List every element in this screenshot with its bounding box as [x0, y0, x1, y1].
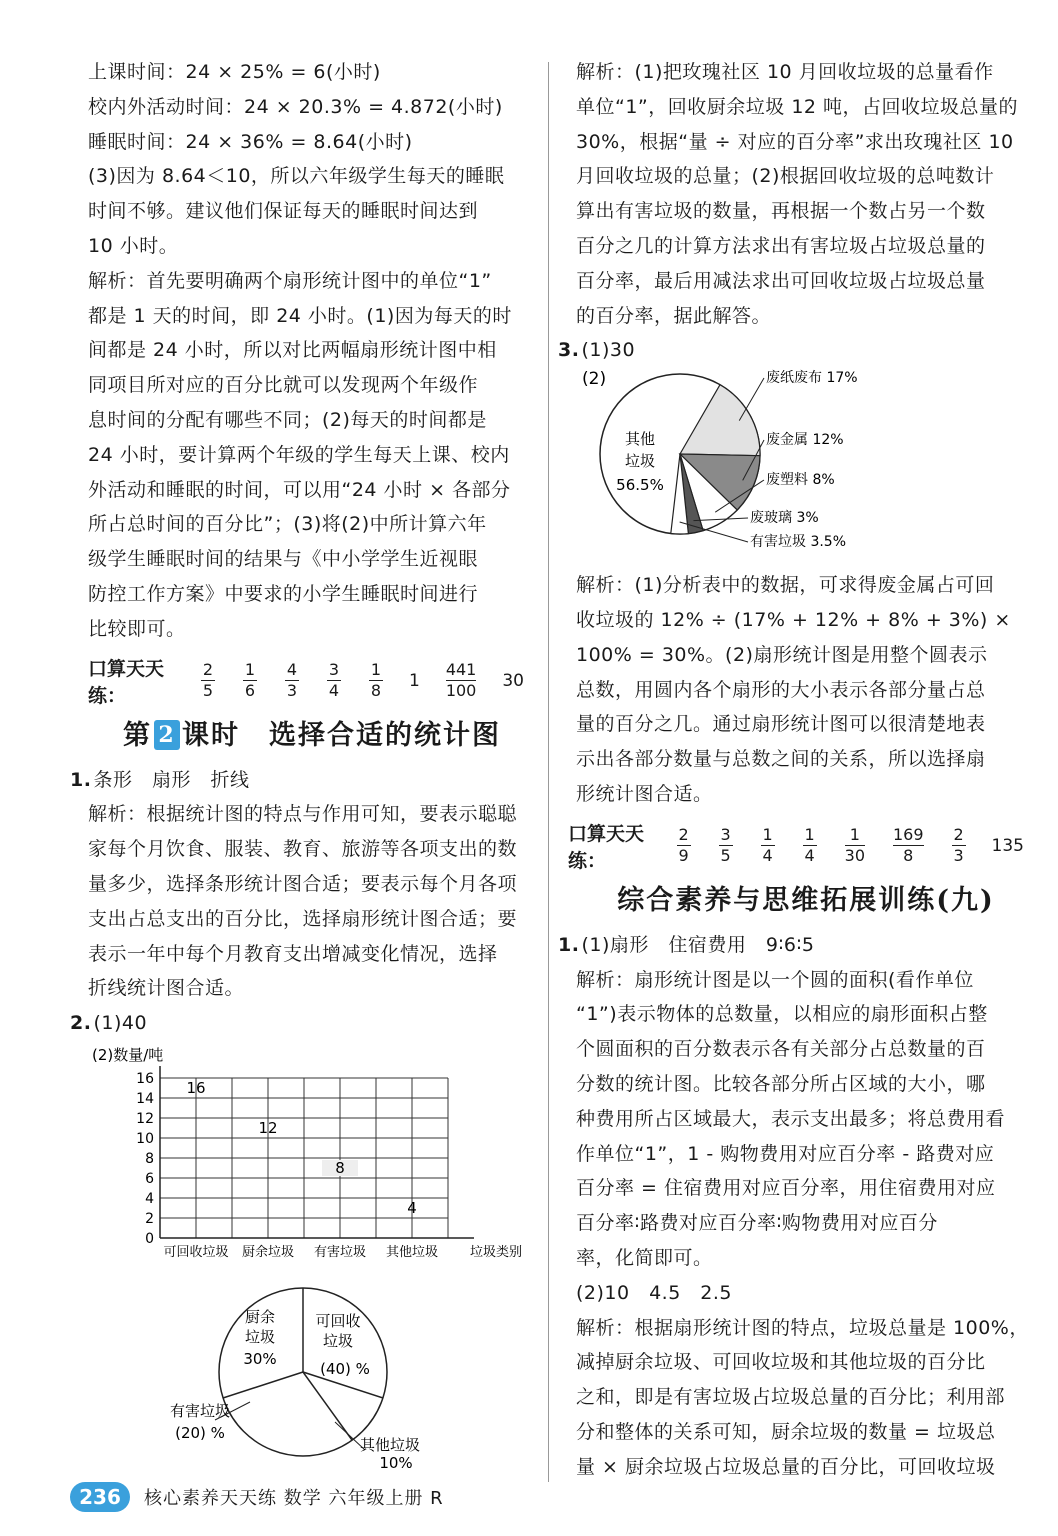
- text-line: 量 × 厨余垃圾占垃圾总量的百分比，可回收垃圾: [576, 1455, 996, 1478]
- bar-chart-ylabel: (2)数量/吨: [92, 1046, 164, 1064]
- text-line: 示出各部分数量与总数之间的关系，所以选择扇: [576, 748, 986, 771]
- pie-label: 垃圾: [624, 452, 656, 470]
- section-heading: 综合素养与思维拓展训练(九): [617, 884, 995, 916]
- pie-label: (20) %: [175, 1424, 225, 1442]
- text-line: 月回收垃圾的总量；(2)根据回收垃圾的总吨数计: [576, 165, 995, 188]
- fraction: $\frac{1}{30}$: [844, 825, 865, 866]
- text-line: 校内外活动时间：24 × 20.3% = 4.872(小时): [88, 95, 503, 118]
- pie-label: 废金属 12%: [766, 432, 844, 448]
- answer-line: 1. (1)扇形 住宿费用 9∶6∶5: [558, 933, 815, 956]
- y-tick-label: 2: [145, 1211, 154, 1227]
- text-line: 解析：首先要明确两个扇形统计图中的单位“1”: [88, 269, 492, 292]
- pie-label: 其他: [624, 430, 656, 448]
- text-line: 量的百分之几。通过扇形统计图可以很清楚地表: [576, 713, 986, 736]
- y-tick-label: 16: [136, 1071, 154, 1087]
- fraction: $\frac{1}{8}$: [370, 660, 382, 701]
- fraction: $\frac{1}{4}$: [804, 825, 815, 866]
- fraction: $\frac{169}{8}$: [893, 825, 924, 866]
- drill-value: 135: [991, 835, 1024, 856]
- answer-line: 3. (1)30: [558, 339, 636, 362]
- text-line: 睡眠时间：24 × 36% = 8.64(小时): [88, 130, 413, 153]
- page-footer: [70, 1480, 444, 1514]
- mental-math-drill: [568, 822, 1036, 870]
- text-line: 减掉厨余垃圾、可回收垃圾和其他垃圾的百分比: [576, 1351, 986, 1374]
- pie-label: 30%: [243, 1350, 277, 1368]
- text-line: 分数的统计图。比较各部分所占区域的大小，哪: [576, 1072, 986, 1095]
- text-line: 百分率∶路费对应百分率∶购物费用对应百分: [576, 1212, 938, 1235]
- y-tick-label: 4: [145, 1191, 154, 1207]
- pie-label: 废纸废布 17%: [766, 370, 858, 386]
- right-column: [558, 55, 1036, 1485]
- drill-value: 30: [502, 670, 524, 691]
- text-line: 折线统计图合适。: [88, 977, 245, 1000]
- text-line: 同项目所对应的百分比就可以发现两个年级作: [88, 374, 479, 397]
- pie-label: 垃圾: [322, 1332, 354, 1350]
- fraction: $\frac{2}{5}$: [202, 660, 214, 701]
- pie-chart-garbage: [140, 1282, 470, 1474]
- text-line: 作单位“1”，1 - 购物费用对应百分率 - 路费对应: [576, 1142, 995, 1165]
- text-line: 100% = 30%。(2)扇形统计图是用整个圆表示: [576, 643, 988, 666]
- text-line: 家每个月饮食、服装、教育、旅游等各项支出的数: [88, 838, 518, 861]
- text-line: 时间不够。建议他们保证每天的睡眠时间达到: [88, 200, 479, 223]
- fraction: $\frac{4}{3}$: [286, 660, 298, 701]
- text-line: 百分率 = 住宿费用对应百分率，用住宿费用对应: [576, 1177, 996, 1200]
- text-line: 解析：(1)分析表中的数据，可求得废金属占可回: [576, 574, 995, 597]
- answer-line: 1. 条形 扇形 折线: [70, 768, 250, 791]
- text-line: 百分之几的计算方法求出有害垃圾占垃圾总量的: [576, 234, 986, 257]
- pie-label: (40) %: [320, 1360, 370, 1378]
- y-tick-label: 14: [136, 1091, 154, 1107]
- text-line: 所占总时间的百分比”；(3)将(2)中所计算六年: [88, 513, 487, 536]
- pie-label: 废玻璃 3%: [750, 510, 819, 526]
- text-line: 比较即可。: [88, 617, 186, 640]
- text-line: 之和，即是有害垃圾占垃圾总量的百分比；利用部: [576, 1386, 1006, 1409]
- fraction: $\frac{1}{6}$: [244, 660, 256, 701]
- text-line: 外活动和睡眠的时间，可以用“24 小时 × 各部分: [88, 478, 511, 501]
- text-line: 个圆面积的百分数表示各有关部分占总数量的百: [576, 1038, 986, 1061]
- text-line: 都是 1 天的时间，即 24 小时。(1)因为每天的时: [88, 304, 512, 327]
- text-line: 上课时间：24 × 25% = 6(小时): [88, 61, 381, 83]
- text-line: 总数，用圆内各个扇形的大小表示各部分量占总: [576, 678, 986, 701]
- text-line: 单位“1”，回收厨余垃圾 12 吨，占回收垃圾总量的: [576, 95, 1019, 118]
- text-line: 收垃圾的 12% ÷ (17% + 12% + 8% + 3%) ×: [576, 608, 1011, 631]
- page-number: 236: [70, 1482, 130, 1512]
- bar-value-label: 12: [258, 1119, 278, 1137]
- fraction: $\frac{2}{9}$: [678, 825, 689, 866]
- x-axis-label: 垃圾类别: [469, 1245, 523, 1260]
- fraction: $\frac{3}{4}$: [328, 660, 340, 701]
- text-line: 24 小时，要计算两个年级的学生每天上课、校内: [88, 443, 510, 466]
- pie-label: 可回收: [315, 1312, 361, 1330]
- lesson-number-badge: 2: [154, 720, 180, 750]
- x-tick-label: 可回收垃圾: [163, 1245, 229, 1260]
- y-tick-label: 6: [145, 1171, 154, 1187]
- drill-title: 口算天天练：: [568, 822, 645, 872]
- y-tick-label: 8: [145, 1151, 154, 1167]
- text-line: 支出占总支出的百分比，选择扇形统计图合适；要: [88, 907, 518, 930]
- drill-value: 1: [408, 670, 420, 691]
- text-line: 表示一年中每个月教育支出增减变化情况，选择: [88, 942, 498, 965]
- text-line: 息时间的分配有哪些不同；(2)每天的时间都是: [88, 408, 487, 431]
- fraction: $\frac{441}{100}$: [445, 660, 477, 701]
- pie-slice: [680, 385, 760, 456]
- q3-part2-label: (2): [582, 369, 607, 389]
- text-line: 形统计图合适。: [576, 782, 713, 805]
- lesson-heading: 第 2 课时 选择合适的统计图: [123, 719, 501, 751]
- fraction: $\frac{3}{5}$: [720, 825, 731, 866]
- y-tick-label: 10: [136, 1131, 154, 1147]
- pie-label: 其他垃圾: [359, 1436, 421, 1454]
- pie-label: 厨余: [244, 1308, 276, 1326]
- text-line: 分和整体的关系可知，厨余垃圾的数量 = 垃圾总: [576, 1420, 996, 1443]
- leader-line: [739, 378, 764, 421]
- book-title: 核心素养天天练 数学 六年级上册 R: [144, 1488, 444, 1509]
- fraction: $\frac{2}{3}$: [953, 825, 964, 866]
- fraction: $\frac{1}{4}$: [762, 825, 773, 866]
- text-line: 防控工作方案》中要求的小学生睡眠时间进行: [88, 582, 479, 605]
- text-line: 的百分率，据此解答。: [576, 304, 772, 327]
- bar-value-label: 4: [407, 1199, 417, 1217]
- text-line: 种费用所占区域最大，表示支出最多；将总费用看: [576, 1107, 1006, 1130]
- pie-divider: [223, 1372, 303, 1398]
- text-line: (3)因为 8.64＜10，所以六年级学生每天的睡眠: [88, 165, 505, 188]
- text-line: 解析：根据统计图的特点与作用可知，要表示聪聪: [88, 803, 518, 826]
- y-tick-label: 0: [145, 1231, 154, 1247]
- text-line: 10 小时。: [88, 234, 179, 257]
- x-tick-label: 有害垃圾: [313, 1245, 367, 1260]
- mental-math-drill: [88, 657, 536, 705]
- pie-label: 有害垃圾: [169, 1402, 231, 1420]
- y-tick-label: 12: [136, 1111, 154, 1127]
- text-line: 量多少，选择条形统计图合适；要表示每个月各项: [88, 872, 518, 895]
- pie-label: 垃圾: [244, 1328, 276, 1346]
- x-tick-label: 其他垃圾: [385, 1245, 439, 1260]
- drill-title: 口算天天练：: [88, 657, 165, 707]
- pie-label: 有害垃圾 3.5%: [750, 534, 847, 550]
- pie-divider: [303, 1372, 352, 1440]
- text-line: “1”)表示物体的总数量，以相应的扇形面积占整: [576, 1003, 988, 1026]
- column-divider: [548, 62, 549, 1482]
- text-line: 率，化简即可。: [576, 1246, 713, 1269]
- bar-value-label: 8: [335, 1159, 345, 1177]
- text-line: 百分率，最后用减法求出可回收垃圾占垃圾总量: [576, 269, 986, 292]
- text-line: 解析：扇形统计图是以一个圆的面积(看作单位: [576, 968, 974, 991]
- text-line: 级学生睡眠时间的结果与《中小学学生近视眼: [88, 548, 479, 571]
- x-tick-label: 厨余垃圾: [241, 1245, 295, 1260]
- pie-label: 10%: [379, 1454, 413, 1472]
- answer-line: 2. (1)40: [70, 1012, 148, 1035]
- pie-label: 废塑料 8%: [766, 472, 835, 488]
- pie-chart-recyclables: [580, 366, 910, 556]
- pie-label: 56.5%: [616, 476, 664, 494]
- text-line: 30%，根据“量 ÷ 对应的百分率”求出玫瑰社区 10: [576, 130, 1014, 153]
- bar-value-label: 16: [186, 1079, 206, 1097]
- text-line: 间都是 24 小时，所以对比两幅扇形统计图中相: [88, 339, 497, 362]
- left-column: [70, 55, 536, 1041]
- bar-chart: [90, 1040, 540, 1270]
- text-line: 解析：(1)把玫瑰社区 10 月回收垃圾的总量看作: [576, 61, 994, 83]
- text-line: 解析：根据扇形统计图的特点，垃圾总量是 100%，: [576, 1316, 1029, 1339]
- text-line: 算出有害垃圾的数量，再根据一个数占另一个数: [576, 200, 986, 223]
- answer-line: (2)10 4.5 2.5: [576, 1281, 733, 1304]
